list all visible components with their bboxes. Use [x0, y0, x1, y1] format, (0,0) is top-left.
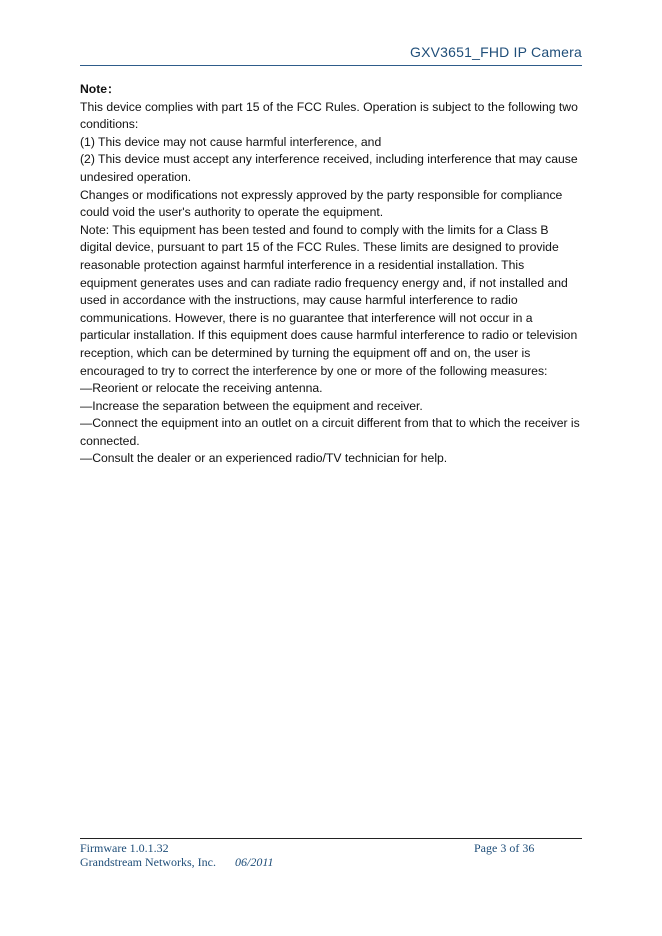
paragraph-condition-1: (1) This device may not cause harmful interference, and — [80, 134, 382, 149]
header-divider — [80, 65, 582, 66]
paragraph-modifications: Changes or modifications not expressly approved by the party responsible for compliance could void the user's authority to operate the equipment. — [80, 187, 563, 220]
footer-firmware-version: Firmware 1.0.1.32 — [80, 841, 169, 855]
measure-separation: —Increase the separation between the equipment and receiver. — [80, 398, 423, 413]
document-body — [80, 81, 583, 468]
paragraph-compliance: This device complies with part 15 of the FCC Rules. Operation is subject to the following two conditions: — [80, 99, 578, 132]
paragraph-class-b-note: Note: This equipment has been tested and found to comply with the limits for a Class B digital device, pursuant to part 15 of the FCC Rules. These limits are designed to provide reasonable protection against harmful interference in a residential installation. This equipment generates uses and can radiate radio frequency energy and, if not installed and used in accordance with the instructions, may cause harmful interference to radio communications. However, there is no guarantee that interference will not occur in a particular installation. If this equipment does cause harmful interference to radio or television reception, which can be determined by turning the equipment off and on, the user is encouraged to try to correct the interference by one or more of the following measures: — [80, 222, 578, 378]
measure-consult: —Consult the dealer or an experienced radio/TV technician for help. — [80, 451, 448, 466]
footer-divider — [80, 838, 582, 839]
footer-date: 06/2011 — [235, 855, 274, 869]
measure-reorient: —Reorient or relocate the receiving antenna. — [80, 381, 323, 396]
footer-page-number: Page 3 of 36 — [474, 841, 535, 855]
paragraph-condition-2: (2) This device must accept any interference received, including interference that may cause undesired operation. — [80, 152, 578, 184]
footer-company-name: Grandstream Networks, Inc. — [80, 855, 216, 869]
measure-outlet: —Connect the equipment into an outlet on a circuit different from that to which the receiver is connected. — [80, 416, 580, 448]
page-header-title: GXV3651_FHD IP Camera — [409, 44, 582, 60]
note-heading: Note： — [80, 82, 120, 96]
